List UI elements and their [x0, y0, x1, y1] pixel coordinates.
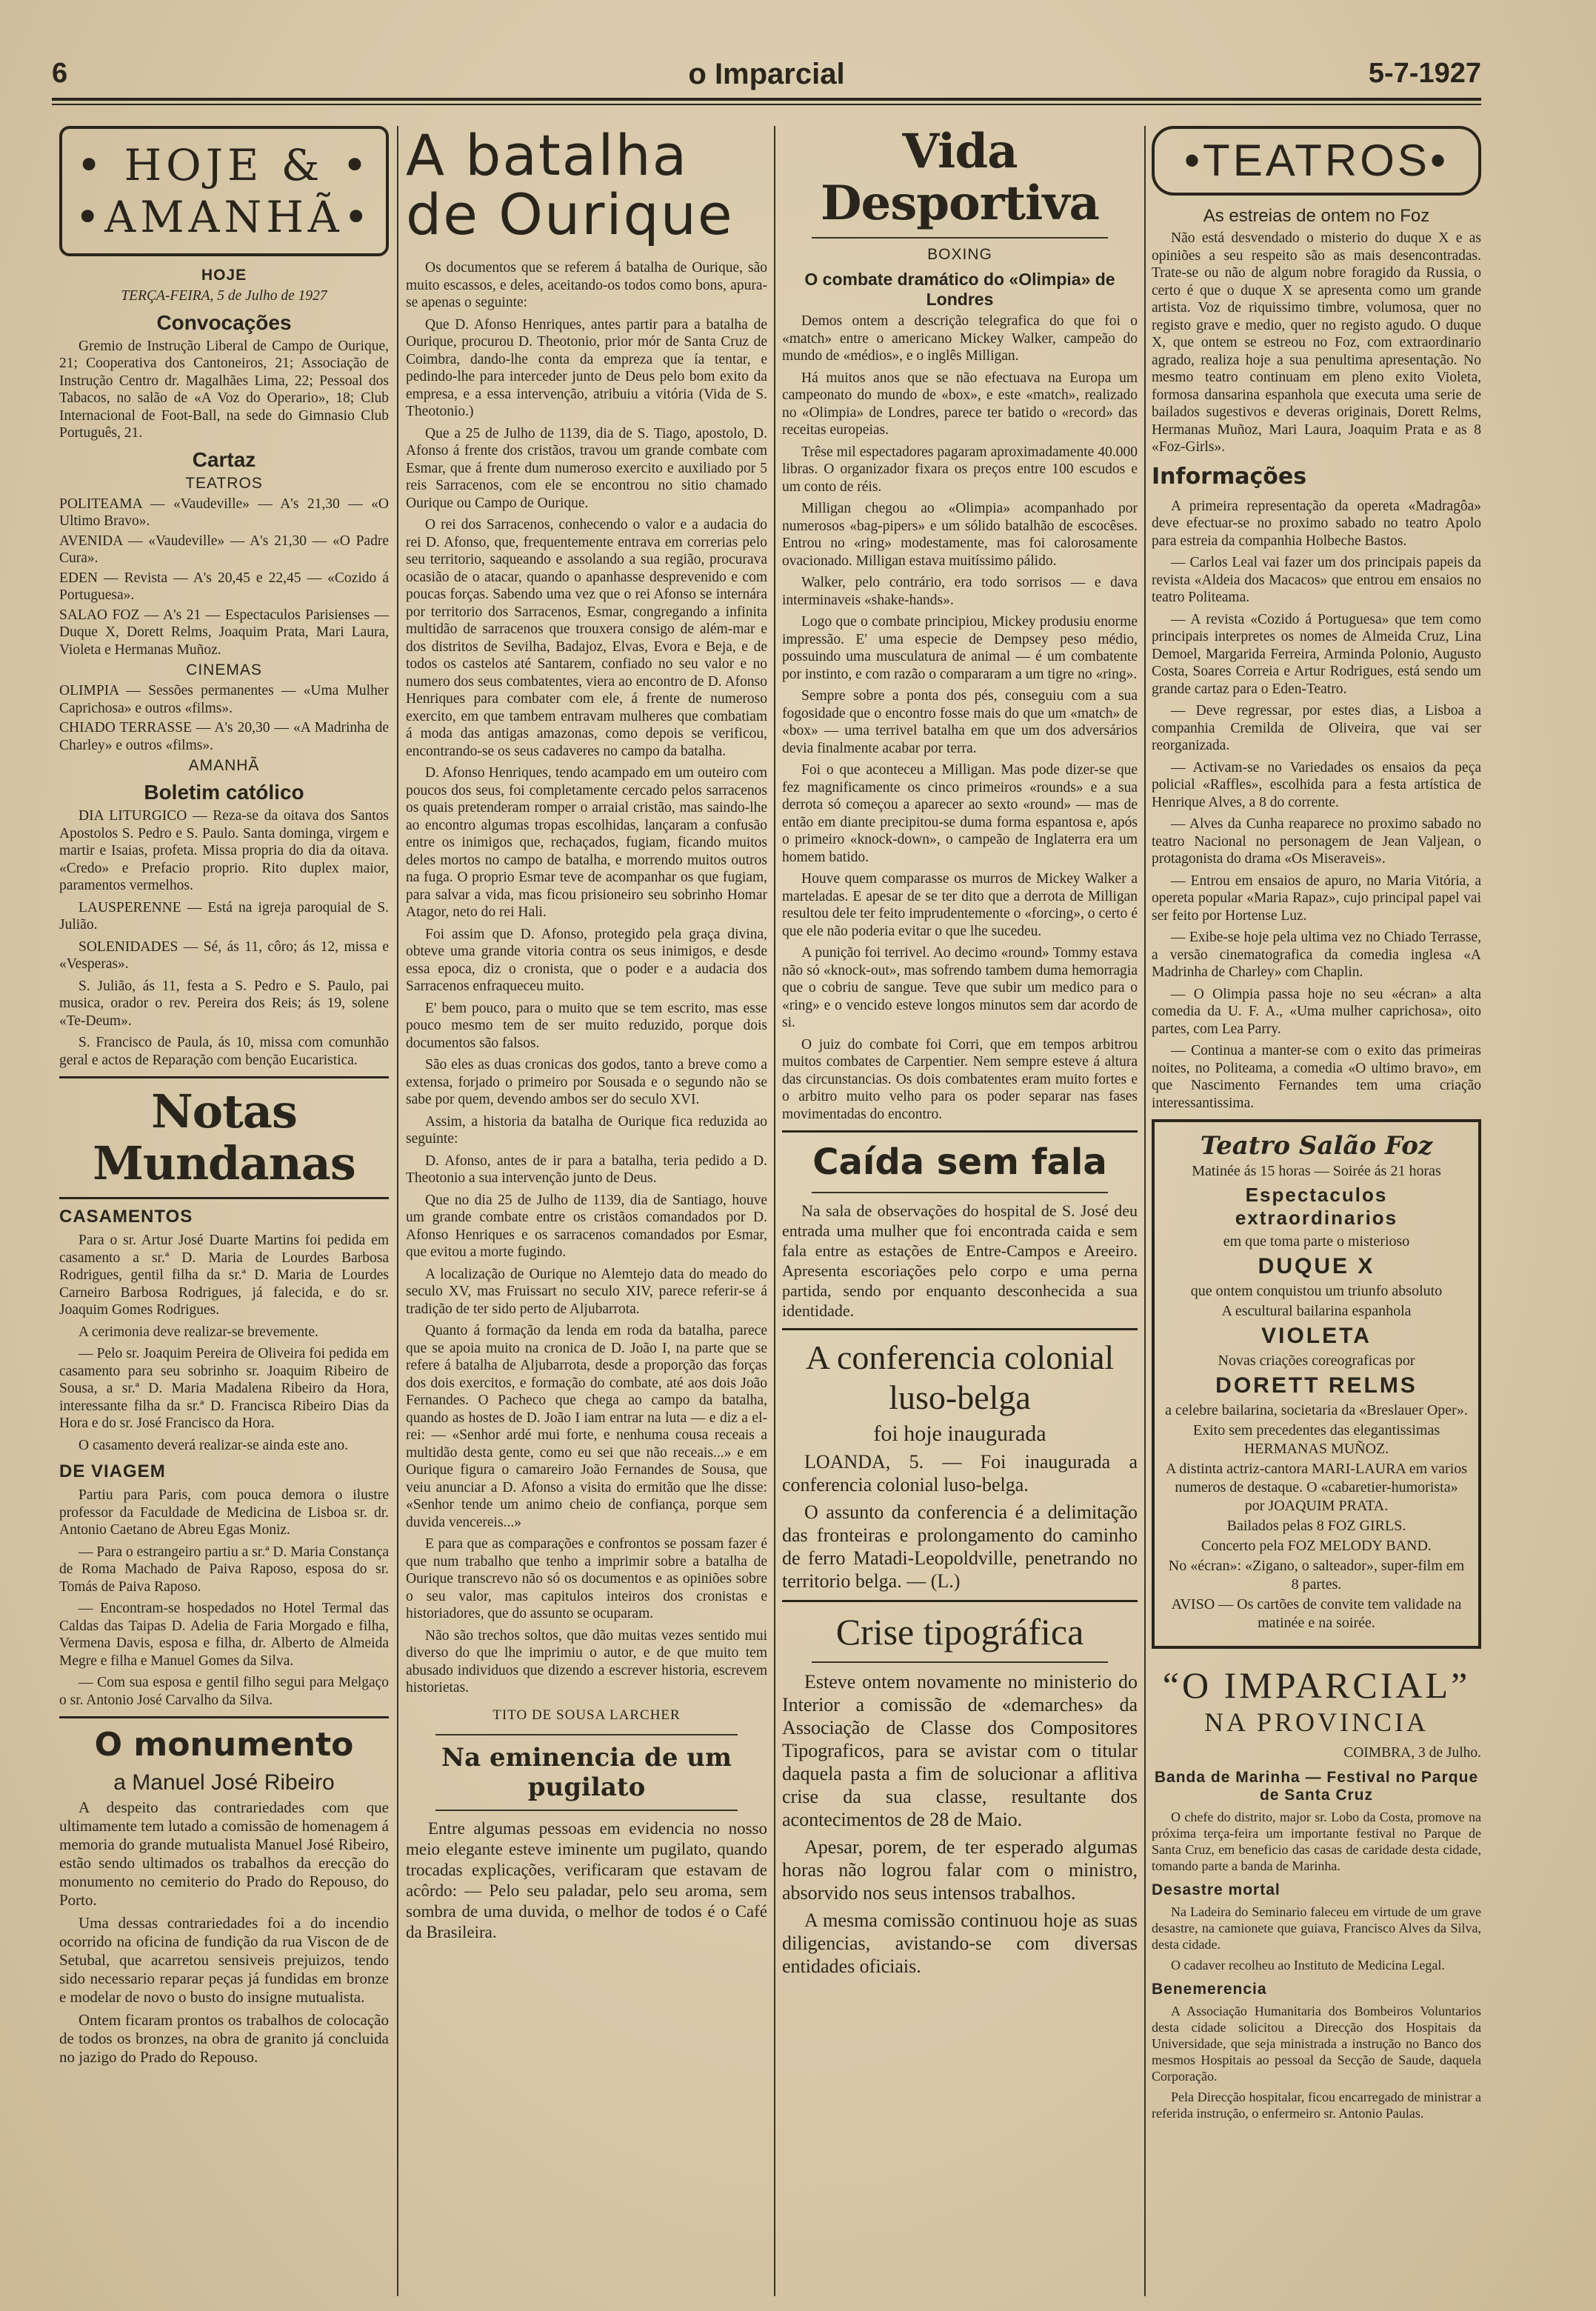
info-paragraph: — Entrou em ensaios de apuro, no Maria Vitória, a opereta popular «Maria Rapaz», cujo principal papel vai ser feito por Hortense Luz.: [1152, 873, 1481, 924]
viagem-paragraph: — Para o estrangeiro partiu a sr.ª D. Maria Constança de Roma Machado de Paiva Raposo, esposa do sr. Tomás de Paiva Raposo.: [59, 1544, 389, 1595]
convocacoes-text: Gremio de Instrução Liberal de Campo de Ourique, 21; Cooperativa dos Cantoneiros, 21; Associação de Instrução Centro dr. Magalhães Lima, 22; Pessoal dos Tabacos, no salão de «A Voz do Operario», 18; Club Internacional de Foot-Ball, na sede do Gimnasio Club Português, 21.: [59, 338, 389, 441]
boxing-paragraph: Trêse mil espectadores pagaram aproximadamente 40.000 libras. O organizador fixara os preços entre 100 escudos e um conto de réis.: [782, 444, 1138, 495]
article-paragraph: Que D. Afonso Henriques, antes partir para a batalha de Ourique, procurou D. Theotonio, prior mór de Santa Cruz de Coimbra, dando-lhe conta da empreza que ía tentar, e pedindo-lhe para interceder junto de Deus pelo bom exito da empresa, e a essa intervenção, atribuiu a vitória (Vida de S. Theotonio.): [406, 316, 767, 419]
article-paragraph: Os documentos que se referem á batalha de Ourique, são muito escassos, e deles, aceitando-os todos como bons, apura-se apenas o seguinte:: [406, 260, 767, 310]
boletim-paragraph: LAUSPERENNE — Está na igreja paroquial de S. Julião.: [59, 899, 389, 933]
advert-line: Exito sem precedentes das elegantissimas HERMANAS MUÑOZ.: [1192, 1422, 1440, 1457]
header-rule: [52, 98, 1481, 101]
cartaz-heading: Cartaz: [192, 447, 256, 471]
section-rule: [812, 1661, 1108, 1663]
provincia-heading-line1: “O IMPARCIAL”: [1162, 1664, 1471, 1706]
conferencia-heading-line1: A conferencia colonial: [805, 1338, 1115, 1376]
pugilato-text: Entre algumas pessoas em evidencia no nosso meio elegante esteve iminente um pugilato, quando trocadas explicações, verificaram que estavam de acôrdo: — Pelo seu paladar, pelo seu aroma, sem sombra de uma duvida, o melhor de todos é o Café da Brasileira.: [406, 1818, 767, 1941]
date-line: TERÇA-FEIRA, 5 de Julho de 1927: [121, 288, 327, 304]
boxing-paragraph: O juiz do combate foi Corri, que em tempos arbitrou muitos combates de Carpentier. Nem sempre esteve á altura das circunstancias. Os dois combatentes eram muito fortes e o arbitro muito velho para os poder separar nas fases movimentadas do encontro.: [782, 1036, 1138, 1122]
header-rule-thin: [52, 104, 1481, 105]
section-rule: [59, 1076, 389, 1078]
conferencia-heading-line2: luso-belga: [889, 1378, 1031, 1416]
crise-paragraph: Apesar, porem, de ter esperado algumas horas não logrou falar com o ministro, absorvido nos seus intensos trabalhos.: [782, 1836, 1138, 1904]
advert-line: A escultural bailarina espanhola: [1221, 1303, 1412, 1319]
listing-item: EDEN — Revista — A's 20,45 e 22,45 — «Cozido á Portuguesa».: [59, 570, 389, 603]
article-paragraph: Não são trechos soltos, que dão muitas vezes sentido mui diverso do que lhe imprimiu o autor, e de que muito tem abusado individuos que dizendo a escrever historia, escrevem historietas.: [406, 1627, 767, 1695]
listing-item: CHIADO TERRASSE — A's 20,30 — «A Madrinha de Charley» e outros «films».: [59, 720, 389, 753]
article-paragraph: Quanto á formação da lenda em roda da batalha, parece que se apoia muito na cronica de D. João I, na parte que se refere á batalha de Aljubarrota, desde a proporção das forças dos dois exercitos, e formação do combate, até aos dois João Fernandes. O Pacheco que chega ao campo da batalha, quando as hostes de D. João I iam entrar na luta — e diz a el-rei: — «Senhor ardé mui forte, e nenhuma cousa receais a multidão desta gente, como eu sei que não receais...» e em Ourique figura o camareiro João Fernandes de Sousa, que veiu anunciar a D. Afonso a visita do ermitão que lhe disse: «Senhor tende um animo cheio de confiança, porque sem duvida vencereis...»: [406, 1323, 767, 1530]
advert-line: AVISO — Os cartões de convite tem validade na matinée e na soirée.: [1171, 1596, 1462, 1631]
desastre-paragraph: Na Ladeira do Seminario faleceu em virtude de um grave desastre, na camionete que guiava, Francisco Alves da Silva, desta cidade.: [1152, 1904, 1481, 1952]
advert-line: em que toma parte o misterioso: [1223, 1233, 1410, 1250]
boxing-paragraph: Milligan chegou ao «Olimpia» acompanhado por numerosos «bag-pipers» e um sólido batalhão de escocêses. Entrou no «ring» modestamente, mas foi calorosamente ovacionado. Milligan estava muitíssimo pálido.: [782, 501, 1138, 569]
banda-heading: Banda de Marinha — Festival no Parque de Santa Cruz: [1154, 1769, 1479, 1804]
crise-paragraph: Esteve ontem novamente no ministerio do Interior a comissão de «demarches» da Associação de Classe dos Compositores Tipograficos, para se avistar com o titular daquela pasta a fim de solucionar a aflitiva crise da sua classe, resultante dos acontecimentos de 28 de Maio.: [782, 1671, 1138, 1830]
viagem-paragraph: — Encontram-se hospedados no Hotel Termal das Caldas das Taipas D. Adelia de Faria Morgado e filha, Vermena Davis, esposa e filha, dr. Alberto de Almeida Megre e filha e Manuel Gomes da Silva.: [59, 1601, 389, 1669]
viagem-paragraph: — Com sua esposa e gentil filho segui para Melgaço o sr. Antonio José Carvalho da Silva.: [59, 1675, 389, 1708]
conferencia-paragraph: LOANDA, 5. — Foi inaugurada a conferencia colonial luso-belga.: [782, 1451, 1138, 1495]
info-paragraph: — Activam-se no Variedades os ensaios da peça policial «Raffles», escolhida para a festa artística de Henrique Alves, a 8 do corrente.: [1152, 759, 1481, 810]
viagem-heading: DE VIAGEM: [59, 1461, 166, 1481]
article-paragraph: A localização de Ourique no Alemtejo data do meado do seculo XV, mas Fruissart no seculo XIV, parece referir-se á tradição de ter sido perto de Aljubarrota.: [406, 1266, 767, 1317]
boxing-subheading: BOXING: [927, 246, 992, 263]
article-paragraph: D. Afonso, antes de ir para a batalha, teria pedido a D. Theotonio a sua intervenção junto de Deus.: [406, 1153, 767, 1186]
hoje-heading: HOJE: [201, 267, 247, 284]
info-paragraph: — Continua a manter-se com o exito das primeiras noites, no Politeama, a comedia «O ultimo bravo», em que Nascimento Fernandes tem uma criação interessantissima.: [1152, 1043, 1481, 1111]
crise-paragraph: A mesma comissão continuou hoje as suas diligencias, avistando-se com diversas entidades oficiais.: [782, 1910, 1138, 1977]
combate-heading: O combate dramático do «Olimpia» de Londres: [804, 270, 1115, 309]
salao-foz-advert: [1152, 1119, 1481, 1649]
advert-line: No «écran»: «Zigano, o salteador», super-film em 8 partes.: [1168, 1558, 1465, 1593]
provincia-heading-line2: NA PROVINCIA: [1203, 1707, 1429, 1737]
newspaper-title: o Imparcial: [688, 58, 845, 90]
article-headline: [406, 122, 767, 247]
monumento-paragraph: A despeito das contrariedades com que ultimamente tem lutado a comissão de homenagem á memoria do grande mutualista Manuel José Ribeiro, estão sendo ultimados os trabalhos da erecção do monumento no cemiterio do Prado do Repouso, do Porto.: [59, 1798, 389, 1909]
monumento-paragraph: Uma dessas contrariedades foi a do incendio ocorrido na oficina de fundição da rua Viscon de de Setubal, que acarretou sensiveis prejuizos, tendo sido necessario reparar peças já fundidas em bronze e modelar de novo o busto do insigne mutualista.: [59, 1914, 389, 2006]
casamentos-paragraph: Para o sr. Artur José Duarte Martins foi pedida em casamento a sr.ª D. Maria de Lourdes Barbosa Rodrigues, gentil filha da sr.ª D. Maria de Lourdes Carneiro Barbosa Rodrigues, já falecida, e do sr. Joaquim Gomes Rodrigues.: [59, 1233, 389, 1318]
column-teatros: [1152, 126, 1481, 2126]
viagem-paragraph: Partiu para Paris, com pouca demora o ilustre professor da Faculdade de Medicina de Lisboa sr. dr. Antonio Caetano de Abreu Egas Moniz.: [59, 1487, 389, 1538]
info-paragraph: — A revista «Cozido á Portuguesa» que tem como principais interpretes os nomes de Almeida Cruz, Lina Demoel, Margarida Ferreira, Arminda Polonio, Augusto Costa, Soares Correia e Artur Rodrigues, está sendo um grande cartaz para o Eden-Teatro.: [1152, 611, 1481, 697]
article-paragraph: Assim, a historia da batalha de Ourique fica reduzida ao seguinte:: [406, 1113, 767, 1147]
monumento-heading: O monumento: [94, 1726, 354, 1764]
advert-line: DORETT RELMS: [1215, 1373, 1418, 1398]
page-number: 6: [52, 58, 68, 89]
section-rule: [782, 1600, 1138, 1602]
teatros-subheading: TEATROS: [185, 474, 263, 492]
boletim-paragraph: S. Francisco de Paula, ás 10, missa com comunhão geral e actos de Reparação com benção Eucaristica.: [59, 1035, 389, 1068]
conferencia-paragraph: O assunto da conferencia é a delimitação das fronteiras e prolongamento do caminho de ferro Matadi-Leopoldville, penetrando no territorio belga. — (L.): [782, 1501, 1138, 1592]
casamentos-paragraph: A cerimonia deve realizar-se brevemente.: [79, 1324, 318, 1340]
vida-desportiva-heading: Vida Desportiva: [821, 124, 1099, 231]
column-divider: [774, 126, 775, 2296]
boxing-paragraph: Houve quem comparasse os murros de Mickey Walker a marteladas. E apesar de se ter dito que a derrota de Milligan resultou dele ter feito imprudentemente o «forcing», o certo é que ele não poderia evitar o que lhe sucedeu.: [782, 871, 1138, 939]
advert-line: Espectaculos extraordinarios: [1235, 1184, 1398, 1229]
advert-line: VIOLETA: [1261, 1324, 1372, 1348]
article-signature: TITO DE SOUSA LARCHER: [493, 1707, 681, 1723]
section-rule: [59, 1716, 389, 1718]
section-rule: [782, 1130, 1138, 1133]
benemerencia-paragraph: A Associação Humanitaria dos Bombeiros Voluntarios desta cidade solicitou a Direcção dos Hospitais da Universidade, que seja ministrada a instrução no Banco dos mesmos Hospitais ao pessoal da Secção de Saude, daquela Corporação.: [1152, 2004, 1481, 2084]
article-paragraph: D. Afonso Henriques, tendo acampado em um outeiro com poucos dos seus, foi completamente cercado pelos sarracenos os quais pretenderam romper o arraial cristão, mas saindo-lhe ao encontro algumas tropas escolhidas, lançaram a confusão entre os inimigos que, rechaçados, fugiam, ficando muitos deles mortos no campo de batalha, e morrendo muitos outros na fuga. O proprio Esmar teve de acompanhar os que fugiam, para salvar a vida, mas ficou prisioneiro seu sobrinho Homar Atagor, neto do rei Hali.: [406, 765, 767, 920]
column-vida-desportiva: [782, 126, 1138, 1982]
article-paragraph: Que a 25 de Julho de 1139, dia de S. Tiago, apostolo, D. Afonso á frente dos cristãos, travou um grande combate com Esmar, que á frente dum numeroso exercito e auxiliado por 5 reis Sarracenos, com ele se encontrou no sitio chamado Ourique ou Campo de Ourique.: [406, 425, 767, 511]
casamentos-paragraph: O casamento deverá realizar-se ainda este ano.: [79, 1437, 348, 1453]
advert-line: Novas criações coreograficas por: [1218, 1353, 1415, 1369]
boxing-paragraph: Walker, pelo contrário, era todo sorrisos — e dava interminaveis «shake-hands».: [782, 575, 1138, 608]
boletim-paragraph: DIA LITURGICO — Reza-se da oitava dos Santos Apostolos S. Pedro e S. Paulo. Santa dominga, virgem e martir e Isaias, profeta. Missa propria do dia da oitava. «Credo» e Prefacio proprio. Rito duplex maior, paramentos vermelhos.: [59, 808, 389, 893]
issue-date: 5-7-1927: [1368, 58, 1481, 89]
pugilato-heading: Na eminencia de um pugilato: [441, 1742, 732, 1802]
advert-line: que ontem conquistou um triunfo absoluto: [1190, 1283, 1443, 1299]
info-paragraph: — Carlos Leal vai fazer um dos principais papeis da revista «Aldeia dos Macacos» que entrou em ensaios no teatro Politeama.: [1152, 555, 1481, 605]
boxing-paragraph: Demos ontem a descrição telegrafica do que foi o «match» entre o americano Mickey Walker, campeão do mundo de «médios», e o inglês Milligan.: [782, 313, 1138, 364]
benemerencia-heading: Benemerencia: [1152, 1981, 1267, 1998]
listing-item: OLIMPIA — Sessões permanentes — «Uma Mulher Caprichosa» e outros «films».: [59, 683, 389, 716]
section-rule: [435, 1810, 738, 1811]
info-paragraph: — Alves da Cunha reaparece no proximo sabado no teatro Nacional no personagem de Jean Valjean, o protagonista do drama «Os Miseraveis».: [1152, 816, 1481, 867]
boletim-heading: Boletim católico: [144, 781, 304, 804]
imparcial-provincia-heading: [1152, 1664, 1481, 1738]
info-paragraph: — O Olimpia passa hoje no seu «écran» a alta comedia da U. F. A., «Uma mulher caprichosa», oito partes, com Lea Parry.: [1152, 986, 1481, 1037]
listing-item: POLITEAMA — «Vaudeville» — A's 21,30 — «O Ultimo Bravo».: [59, 496, 389, 529]
page-header: [52, 52, 1481, 104]
article-paragraph: E' bem pouco, para o muito que se tem escrito, mas esse pouco mesmo tem de ser muito reduzido, porque dois documentos são falsos.: [406, 1000, 767, 1051]
hoje-amanha-title-box: [59, 126, 389, 256]
advert-line: Concerto pela FOZ MELODY BAND.: [1201, 1538, 1432, 1554]
boxing-paragraph: A punição foi terrivel. Ao decimo «round» Tommy estava não só «knock-out», mas sofrendo tambem duma hemorragia que o cobriu de sangue. Teve que subir um medico para o «ring» e o vencido esteve longos minutos sem dar acordo de si.: [782, 945, 1138, 1030]
section-rule: [782, 1328, 1138, 1330]
informacoes-heading: Informações: [1152, 463, 1307, 490]
boxing-paragraph: Há muitos anos que se não efectuava na Europa um campeonato do mundo de «box», e este «match», realizado no «Olimpia» de Londres, parece ter batido o «record» das receitas europeias.: [782, 370, 1138, 438]
advert-line: Bailados pelas 8 FOZ GIRLS.: [1226, 1518, 1406, 1534]
headline-line2: de Ourique: [406, 181, 734, 247]
dateline: COIMBRA, 3 de Julho.: [1343, 1745, 1481, 1761]
banda-text: O chefe do distrito, major sr. Lobo da Costa, promove na próxima terça-feira um importante festival no Parque de Santa Cruz, em beneficio das casas de caridade desta cidade, tomando parte a banda de Marinha.: [1152, 1810, 1481, 1873]
section-rule: [59, 1197, 389, 1199]
conferencia-subheading: foi hoje inaugurada: [873, 1421, 1046, 1446]
boletim-paragraph: SOLENIDADES — Sé, ás 11, côro; ás 12, missa e «Vesperas».: [59, 938, 389, 972]
column-batalha-ourique: [406, 122, 767, 1947]
info-paragraph: — Deve regressar, por estes dias, a Lisboa a companhia Cremilda de Oliveira, que vai ser reorganizada.: [1152, 703, 1481, 753]
teatros-title-box: [1152, 126, 1481, 196]
advert-line: DUQUE X: [1258, 1254, 1375, 1278]
box-title-line1: • HOJE & •: [76, 140, 373, 190]
section-rule: [435, 1734, 738, 1735]
estreias-text: Não está desvendado o misterio do duque X e as opiniões a seu respeito são as mais desencontradas. Trate-se ou não de algum nobre foragido da Russia, o certo é que o duque X se apresenta como um grande artista. Voz de riquissimo timbre, volumosa, quer no registo grave e medio, quer no registo agudo. O duque X, que ontem se estreou no Foz, com extraordinario agrado, realiza hoje a sua penultima apresentação. No mesmo teatro continuam em pleno exito Violeta, formosa dansarina espanhola que executa uma serie de bailados sugestivos e deveras originais, Dorett Relms, Hermanas Muñoz, Mari Laura, Joaquim Prata e as 8 «Foz-Girls».: [1152, 230, 1481, 455]
article-paragraph: Que no dia 25 de Julho de 1139, dia de Santiago, houve um grande combate entre os cristãos comandados por D. Afonso Henriques e os sarracenos comandados por Esmar, que evitou a morte fugindo.: [406, 1192, 767, 1260]
box-title-line2: •AMANHÃ•: [75, 192, 373, 242]
section-rule: [812, 237, 1108, 239]
amanha-subheading: AMANHÃ: [188, 757, 260, 774]
conferencia-heading: [782, 1338, 1138, 1418]
article-paragraph: E para que as comparações e confrontos se possam fazer é que num trabalho que tenho a imprimir sobre a batalha de Ourique transcrevo não só os documentos e as opiniões sobre o seu valor, mas capitulos inteiros dos cronistas e historiadores, que do assunto se ocuparam.: [406, 1536, 767, 1621]
convocacoes-heading: Convocações: [156, 310, 292, 334]
headline-line1: A batalha: [406, 122, 689, 188]
advert-line: a celebre bailarina, societaria da «Breslauer Oper».: [1165, 1402, 1468, 1418]
desastre-heading: Desastre mortal: [1152, 1881, 1281, 1898]
cinemas-subheading: CINEMAS: [186, 661, 262, 678]
boxing-paragraph: Foi o que aconteceu a Milligan. Mas pode dizer-se que fez magnificamente os cinco primeiros «rounds» e a sua derrota só começou a aparecer ao sexto «round» — mas de então em diante precipitou-se duma forma espantosa e, após o primeiro «knock-down», o campeão de Inglaterra era um homem batido.: [782, 762, 1138, 865]
article-paragraph: Foi assim que D. Afonso, protegido pela graça divina, obteve uma grande vitoria contra os seus inimigos, e desde essa epoca, diz o cronista, que o poder e a audacia dos Sarracenos enfraqueceu muito.: [406, 926, 767, 994]
section-rule: [812, 1192, 1108, 1193]
info-paragraph: — Exibe-se hoje pela ultima vez no Chiado Terrasse, a versão cinematografica da comedia inglesa «A Madrinha de Charley» com Chaplin.: [1152, 930, 1481, 980]
desastre-paragraph: O cadaver recolheu ao Instituto de Medicina Legal.: [1171, 1958, 1445, 1972]
crise-heading: Crise tipográfica: [835, 1611, 1084, 1653]
casamentos-paragraph: — Pelo sr. Joaquim Pereira de Oliveira foi pedida em casamento para seu sobrinho sr. Joaquim Ribeiro de Sousa, a sr.ª D. Maria Madalena Ribeiro da Hora, interessante filha da sr.ª D. Francisca Ribeiro Dias da Hora e do sr. José Francisco da Hora.: [59, 1346, 389, 1431]
listing-item: AVENIDA — «Vaudeville» — A's 21,30 — «O Padre Cura».: [59, 533, 389, 566]
teatros-title: •TEATROS•: [1184, 136, 1449, 185]
casamentos-heading: CASAMENTOS: [59, 1207, 193, 1227]
boxing-paragraph: Sempre sobre a ponta dos pés, conseguiu com a sua fogosidade que o encontro fosse mais do que um «match» de «box» — uma terrivel batalha em que um dos adversários devia finalmente acabar por terra.: [782, 688, 1138, 756]
monumento-paragraph: Ontem ficaram prontos os trabalhos de colocação de todos os bronzes, na obra de granito já concluida no jazigo do Prado do Repouso.: [59, 2011, 389, 2066]
boxing-paragraph: Logo que o combate principiou, Mickey produsiu enorme impressão. E' uma especie de Dempsey peso médio, possuindo uma musculatura de animal — é um combatente por instinto, e com razão o compararam a um tigre no «ring».: [782, 614, 1138, 682]
listing-item: SALAO FOZ — A's 21 — Espectaculos Parisienses — Duque X, Dorett Relms, Joaquim Prata, Mari Laura, Violeta e Hermanas Muñoz.: [59, 607, 389, 658]
advert-line: A distinta actriz-cantora MARI-LAURA em varios numeros de destaque. O «cabaretier-humorista» por JOAQUIM PRATA.: [1165, 1461, 1468, 1514]
notas-mundanas-heading: Notas Mundanas: [93, 1084, 355, 1190]
advert-line: Matinée ás 15 horas — Soirée ás 21 horas: [1192, 1163, 1441, 1179]
benemerencia-paragraph: Pela Direcção hospitalar, ficou encarregado de ministrar a referida instrução, o enfermeiro sr. Antonio Paulas.: [1152, 2090, 1481, 2121]
monumento-subheading: a Manuel José Ribeiro: [113, 1770, 335, 1795]
caida-heading: Caída sem fala: [812, 1141, 1107, 1183]
caida-text: Na sala de observações do hospital de S. José deu entrada uma mulher que foi encontrada caida e sem fala entre as estações de Entre-Campos e Areeiro. Apresenta escoriações pelo corpo e uma perna partida, sendo por enquanto desconhecida a sua identidade.: [782, 1201, 1138, 1320]
boletim-paragraph: S. Julião, ás 11, festa a S. Pedro e S. Paulo, pai musica, orador o rev. Pereira dos Reis; ás 19, solene «Te-Deum».: [59, 978, 389, 1029]
info-paragraph: A primeira representação da opereta «Madragôa» deve efectuar-se no proximo sabado no teatro Apolo para estreia da companhia Holbeche Bastos.: [1152, 498, 1481, 549]
estreias-heading: As estreias de ontem no Foz: [1203, 206, 1430, 226]
article-paragraph: São eles as duas cronicas dos godos, tanto a breve como a extensa, forjado o primeiro por Sousada e o segundo não se sabe por quem, devendo ambos ser do seculo XVI.: [406, 1057, 767, 1107]
column-divider: [1144, 126, 1146, 2296]
column-divider: [397, 126, 398, 2296]
column-hoje-amanha: [59, 126, 389, 2071]
advert-title: Teatro Salão Foz: [1200, 1131, 1433, 1161]
article-paragraph: O rei dos Sarracenos, conhecendo o valor e a audacia do rei D. Afonso, que, frequentemente entrava em correrias pelo seu territorio, saqueando e assolando a sua região, procurava ocasião de o atacar, quando o apanhasse desprevenido e com poucas forças. Sabendo uma vez que o rei Afonso se internára por territorio dos Sarracenos, Esmar, congregando a infinita multidão de sarracenos que trouxera consigo de além-mar e dos distritos de Sevilha, Badajoz, Elvas, Evora e Beja, e de todos os castelos até Santarem, confiado no seu valor e no numero dos seus combatentes, viera ao encontro de D. Afonso Henriques para combater com ele, á frente de numeroso exercito, em que tambem entravam mulheres que combatiam á moda das antigas amazonas, como depois se verificou, encontrando-se os seus cadaveres no campo da batalha.: [406, 517, 767, 759]
